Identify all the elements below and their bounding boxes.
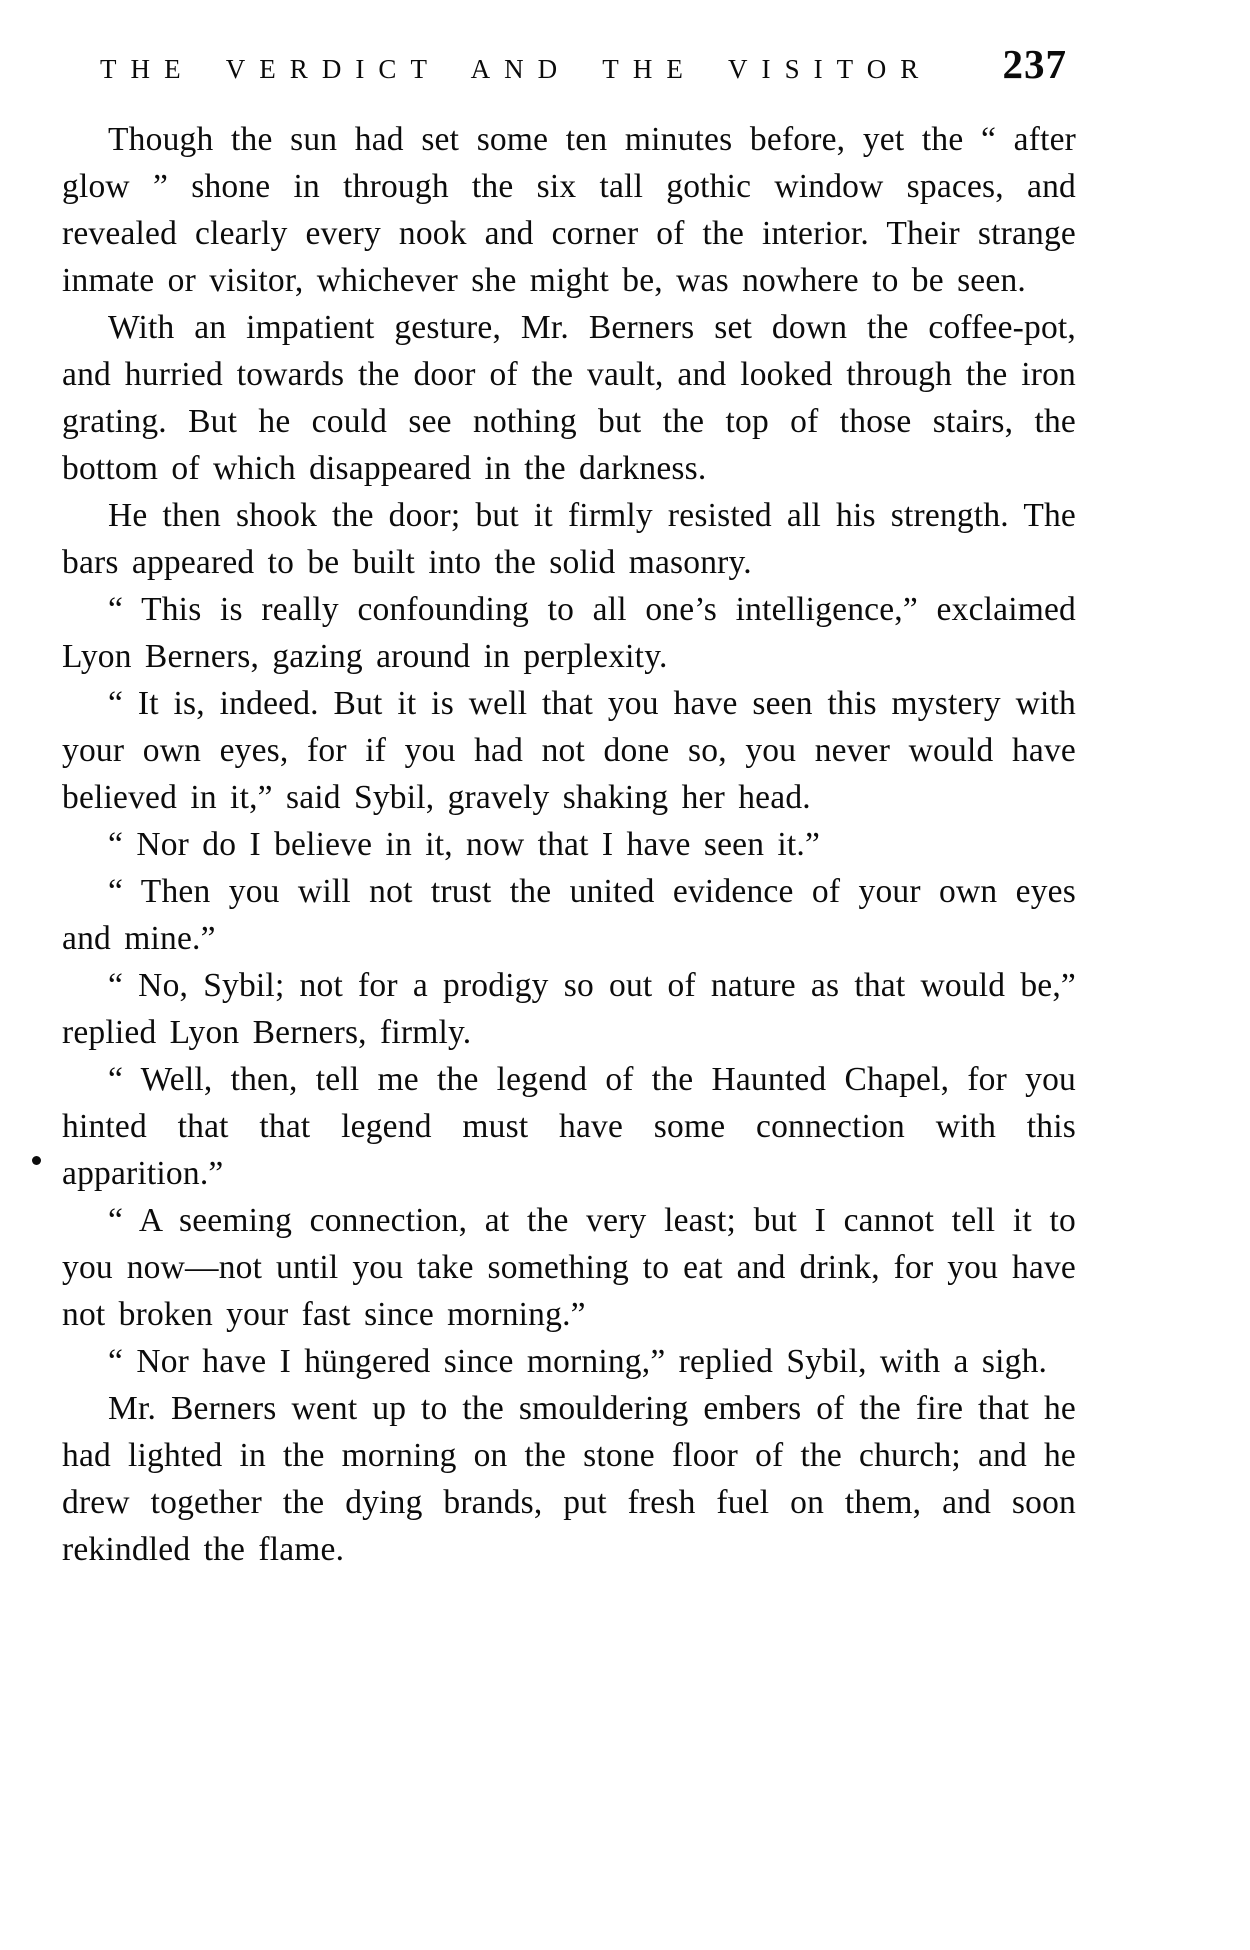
paragraph-3: He then shook the door; but it firmly resisted all his strength. The bars appeared to be built into the solid masonry. <box>62 497 1076 581</box>
paragraph-12: Mr. Berners went up to the smouldering embers of the fire that he had lighted in the morning on the stone floor of the church; and he drew together the dying brands, put fresh fuel on them, and soon rekindled the flame. <box>62 1390 1076 1568</box>
paragraph-5: “ It is, indeed. But it is well that you have seen this mystery with your own eyes, for if you had not done so, you never would have believed in it,” said Sybil, gravely shaking her head. <box>62 685 1076 816</box>
body-text <box>62 116 1076 1573</box>
running-header <box>62 40 1075 88</box>
scan-speck-mark <box>32 1156 41 1165</box>
paragraph-9: “ Well, then, tell me the legend of the Haunted Chapel, for you hinted that that legend must have some connection with this apparition.” <box>62 1061 1076 1192</box>
paragraph-1: Though the sun had set some ten minutes before, yet the “ after glow ” shone in through the six tall gothic window spaces, and revealed clearly every nook and corner of the interior. Their strange inmate or visitor, whichever she might be, was nowhere to be seen. <box>62 121 1076 299</box>
running-title: THE VERDICT AND THE VISITOR <box>100 54 933 84</box>
paragraph-6: “ Nor do I believe in it, now that I have seen it.” <box>108 826 821 863</box>
paragraph-4: “ This is really confounding to all one’s intelligence,” exclaimed Lyon Berners, gazing around in perplexity. <box>62 591 1076 675</box>
page-number: 237 <box>1002 41 1067 87</box>
paragraph-10: “ A seeming connection, at the very least; but I cannot tell it to you now—not until you take something to eat and drink, for you have not broken your fast since morning.” <box>62 1202 1076 1333</box>
paragraph-2: With an impatient gesture, Mr. Berners set down the coffee-pot, and hurried towards the door of the vault, and looked through the iron grating. But he could see nothing but the top of those stairs, the bottom of which disappeared in the darkness. <box>62 309 1076 487</box>
paragraph-8: “ No, Sybil; not for a prodigy so out of nature as that would be,” replied Lyon Berners, firmly. <box>62 967 1076 1051</box>
paragraph-7: “ Then you will not trust the united evidence of your own eyes and mine.” <box>62 873 1076 957</box>
paragraph-11: “ Nor have I hüngered since morning,” replied Sybil, with a sigh. <box>108 1343 1048 1380</box>
